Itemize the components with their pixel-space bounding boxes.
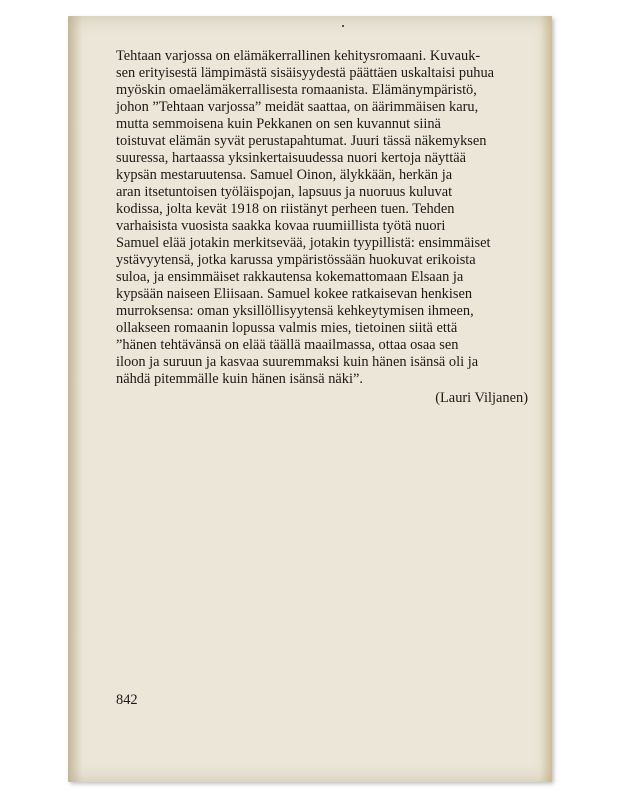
attribution: (Lauri Viljanen) xyxy=(435,390,528,406)
blurb-line: toistuvat elämän syvät perustapahtumat. Juuri tässä näkemyksen xyxy=(116,133,487,149)
book-back-cover xyxy=(68,16,552,782)
blurb-line: ”hänen tehtävänsä on elää täällä maailmassa, ottaa osaa sen xyxy=(116,337,459,353)
blurb-line: ystävyytensä, jotka karussa ympäristössään huokuvat erikoista xyxy=(116,252,476,268)
blurb-line: kypsään naiseen Eliisaan. Samuel kokee ratkaisevan henkisen xyxy=(116,286,473,302)
blurb-line: nähdä pitemmälle kuin hänen isänsä näki”. xyxy=(116,371,363,387)
blurb-line: sen erityisestä lämpimästä sisäisyydestä päättäen uskaltaisi puhua xyxy=(116,65,495,81)
blurb-line: ollakseen romaanin lopussa valmis mies, tietoinen siitä että xyxy=(116,320,458,336)
blurb-line: mutta semmoisena kuin Pekkanen on sen kuvannut siinä xyxy=(116,116,441,132)
blurb-line: Samuel elää jotakin merkitsevää, jotakin tyypillistä: ensimmäiset xyxy=(116,235,491,251)
blurb-line: kypsän mestaruutensa. Samuel Oinon, älykkään, herkän ja xyxy=(116,167,453,183)
blurb-line: Tehtaan varjossa on elämäkerrallinen kehitysromaani. Kuvauk- xyxy=(116,48,481,64)
blurb-line: myöskin omaelämäkerrallisesta romaanista. Elämänympäristö, xyxy=(116,82,477,98)
paper-speck xyxy=(342,25,344,27)
blurb-line: murroksensa: oman yksillöllisyytensä kehkeytymisen ihmeen, xyxy=(116,303,474,319)
blurb-line: varhaisista vuosista saakka kovaa ruumiillista työtä nuori xyxy=(116,218,446,234)
blurb-line: iloon ja suruun ja kasvaa suuremmaksi kuin hänen isänsä oli ja xyxy=(116,354,479,370)
page-number: 842 xyxy=(116,692,138,708)
blurb-line: suloa, ja ensimmäiset rakkautensa kokemattomaan Elsaan ja xyxy=(116,269,464,285)
blurb-line: johon ”Tehtaan varjossa” meidät saattaa, on äärimmäisen karu, xyxy=(116,99,479,115)
blurb-text xyxy=(116,48,536,407)
blurb-line: aran itsetuntoisen työläispojan, lapsuus ja nuoruus kuluvat xyxy=(116,184,453,200)
blurb-line: kodissa, jolta kevät 1918 on riistänyt perheen tuen. Tehden xyxy=(116,201,455,217)
blurb-line: suuressa, hartaassa yksinkertaisuudessa nuori kertoja näyttää xyxy=(116,150,467,166)
